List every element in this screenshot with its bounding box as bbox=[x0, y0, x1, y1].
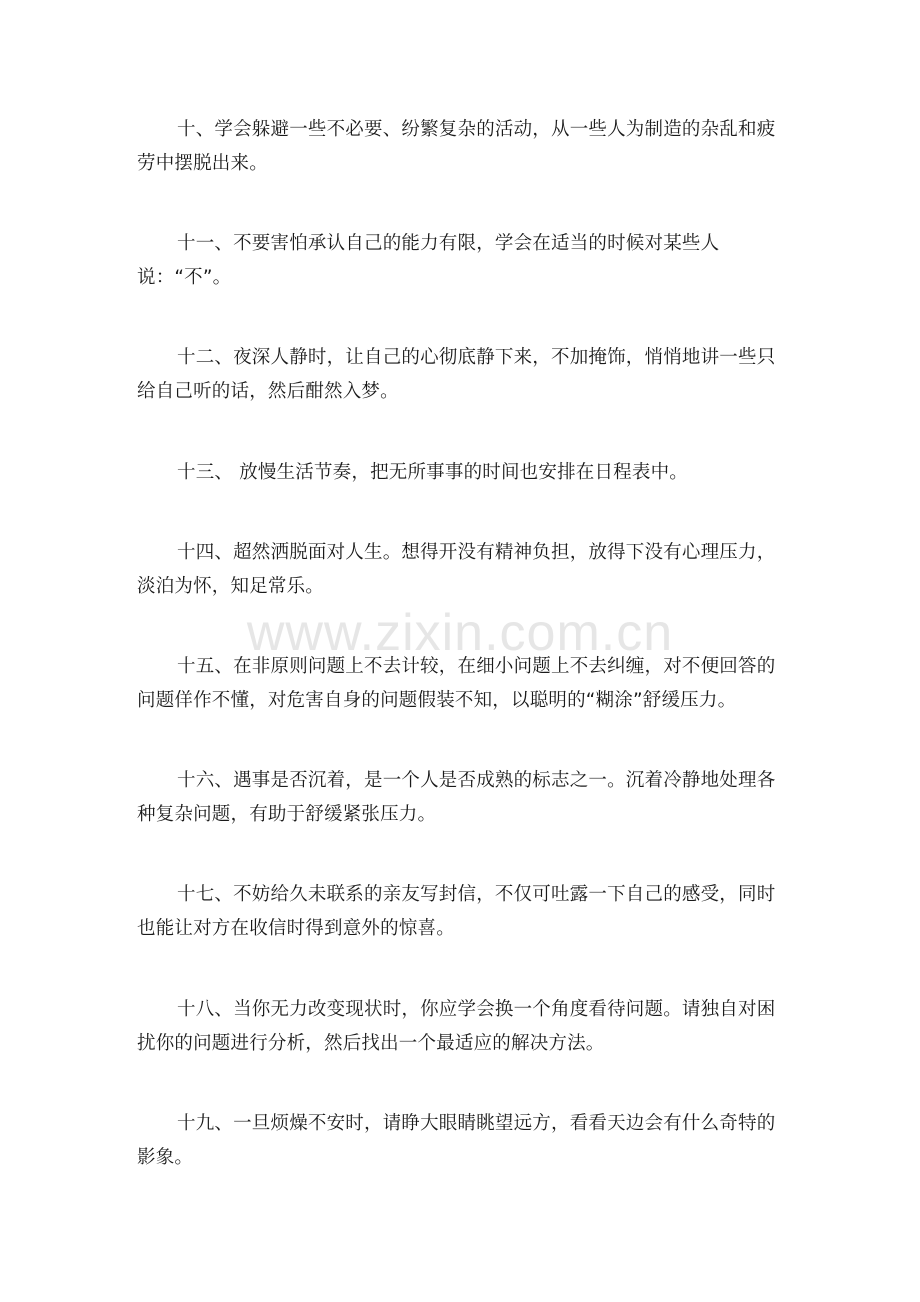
paragraph-18: 十八、当你无力改变现状时，你应学会换一个角度看待问题。请独自对困扰你的问题进行分析，然后找出一个最适应的解决方法。 bbox=[137, 999, 776, 1054]
watermark: www.zixin.com.cn bbox=[246, 604, 674, 662]
paragraph-19: 十九、一旦烦燥不安时，请睁大眼睛眺望远方，看看天边会有什么奇特的影象。 bbox=[137, 1113, 776, 1168]
paragraph-16: 十六、遇事是否沉着，是一个人是否成熟的标志之一。沉着冷静地处理各种复杂问题，有助于舒缓紧张压力。 bbox=[137, 770, 776, 825]
paragraph-15: 十五、在非原则问题上不去计较，在细小问题上不去纠缠，对不便回答的问题佯作不懂，对危害自身的问题假装不知，以聪明的“糊涂”舒缓压力。 bbox=[137, 656, 776, 711]
paragraph-13: 十三、 放慢生活节奏，把无所事事的时间也安排在日程表中。 bbox=[177, 462, 688, 483]
paragraph-12: 十二、夜深人静时，让自己的心彻底静下来，不加掩饰，悄悄地讲一些只给自己听的话，然后酣然入梦。 bbox=[137, 347, 776, 402]
paragraph-17: 十七、不妨给久未联系的亲友写封信，不仅可吐露一下自己的感受，同时也能让对方在收信时得到意外的惊喜。 bbox=[137, 884, 776, 939]
paragraph-14: 十四、超然洒脱面对人生。想得开没有精神负担，放得下没有心理压力，淡泊为怀，知足常乐。 bbox=[137, 542, 776, 597]
paragraph-10: 十、学会躲避一些不必要、纷繁复杂的活动，从一些人为制造的杂乱和疲劳中摆脱出来。 bbox=[137, 119, 776, 174]
paragraph-11: 十一、不要害怕承认自己的能力有限，学会在适当的时候对某些人说：“不”。 bbox=[137, 233, 720, 288]
